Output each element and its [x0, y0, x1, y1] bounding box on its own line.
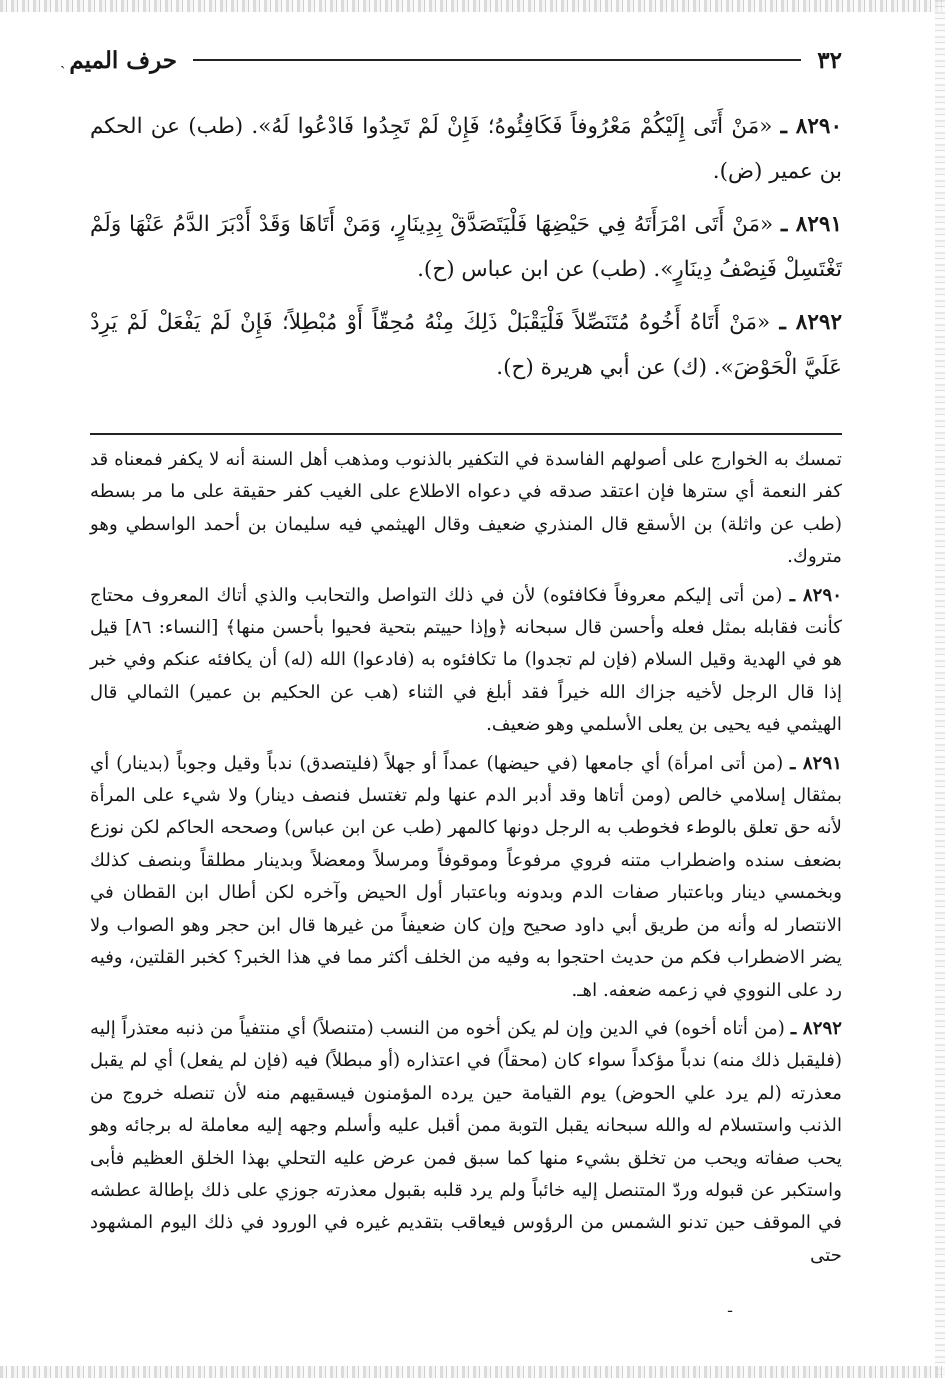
hadith-number: ٨٢٩٠ ـ [780, 114, 842, 139]
hadith-8292 [90, 301, 842, 390]
hadith-text-block [90, 105, 842, 399]
hadith-text: «مَنْ أَتَى إِلَيْكُمْ مَعْرُوفاً فَكَافِئُوهُ؛ فَإِنْ لَمْ تَجِدُوا فَادْعُوا لَهُ». (طب) عن الحكم بن عمير (ض). [90, 114, 842, 184]
hadith-number: ٨٢٩٢ ـ [779, 310, 842, 335]
header-mark: ˏ [60, 50, 66, 69]
commentary-block [90, 444, 842, 1278]
commentary-continuation [90, 444, 842, 574]
hadith-number: ٨٢٩١ ـ [781, 212, 842, 237]
commentary-separator [90, 433, 842, 435]
hadith-8290 [90, 105, 842, 194]
scan-edge-right [935, 0, 945, 1378]
header-rule [193, 59, 801, 61]
page-number: ٣٢ [817, 46, 842, 74]
commentary-text: تمسك به الخوارج على أصولهم الفاسدة في التكفير بالذنوب ومذهب أهل السنة أنه لا يكفر فمعناه قد كفر النعمة أي سترها فإن اعتقد صدقه في دعواه الاطلاع على الغيب كفر حقيقة على ما مر بسطه (طب عن واثلة) بن الأسقع قال المنذري ضعيف وقال الهيثمي فيه سليمان بن أحمد الواسطي وهو متروك. [90, 449, 842, 568]
commentary-text: (من أتى إليكم معروفاً فكافئوه) لأن في ذلك التواصل والتحابب والذي أتاك المعروف محتاج كأنت فقابله بمثل فعله وأحسن قال سبحانه ﴿وإذا حييتم بتحية فحيوا بأحسن منها﴾ [النساء: ٨٦] قيل هو في الهدية وقيل السلام (فإن لم تجدوا) ما تكافئوه به (فادعوا) الله (له) أن يكافئه عنكم وفي خبر إذا قال الرجل لأخيه جزاك الله خيراً فقد أبلغ في الثناء (هب عن الحكيم بن عمير) الثمالي قال الهيثمي فيه يحيى بن يعلى الأسلمي وهو ضعيف. [90, 584, 842, 736]
hadith-text: «مَنْ أَتَى امْرَأَتَهُ فِي حَيْضِهَا فَلْيَتَصَدَّقْ بِدِينَارٍ، وَمَنْ أَتَاهَا وَقَدْ أَدْبَرَ الدَّمُ عَنْهَا وَلَمْ تَغْتَسِلْ فَنِصْفُ دِينَارٍ». (طب) عن ابن عباس (ح). [90, 212, 842, 282]
commentary-text: (من أتى امرأة) أي جامعها (في حيضها) عمداً أو جهلاً (فليتصدق) ندباً وقيل وجوباً (بدينار) أي بمثقال إسلامي خالص (ومن أتاها وقد أدبر الدم عنها ولم تغتسل فنصف دينار) ولا شيء على المرأة لأنه حق تعلق بالوطء فخوطب به الرجل دونها كالمهر (طب عن ابن عباس) وصححه الحاكم لكن نوزع بضعف سنده واضطراب متنه فروي مرفوعاً وموقوفاً ومرسلاً ومعضلاً وبدينار مطلقاً وبنصف كذلك وبخمسي دينار وباعتبار صفات الدم وبدونه وباعتبار أول الحيض وآخره لكن أطال ابن القطان في الانتصار له وأنه من طريق أبي داود صحيح وإن كان ضعيفاً من غيرها قال ابن حجر وهو الصواب ولا يضر الاضطراب فكم من حديث احتجوا به وفيه من الخلف أكثر مما في هذا الخبر؟ كخبر القلتين، وفيه رد على النووي في زعمه ضعفه. اهـ. [90, 752, 842, 1001]
commentary-number: ٨٢٩٢ ـ [790, 1017, 842, 1039]
hadith-text: «مَنْ أَتَاهُ أَخُوهُ مُتَنَصِّلاً فَلْيَقْبَلْ ذَلِكَ مِنْهُ مُحِقّاً أَوْ مُبْطِلاً؛ فَإِنْ لَمْ يَفْعَلْ لَمْ يَرِدْ عَلَيَّ الْحَوْضَ». (ك) عن أبي هريرة (ح). [90, 310, 842, 380]
commentary-8292 [90, 1013, 842, 1272]
commentary-8290 [90, 580, 842, 742]
chapter-title: حرف الميم [69, 46, 178, 74]
commentary-number: ٨٢٩٠ ـ [789, 584, 842, 606]
page-header [60, 40, 842, 80]
commentary-8291 [90, 748, 842, 1007]
page-end-mark: ـ [728, 1300, 733, 1316]
scan-edge-top [0, 0, 945, 12]
commentary-text: (من أتاه أخوه) في الدين وإن لم يكن أخوه من النسب (متنصلاً) أي منتفياً من ذنبه معتذراً إليه (فليقبل ذلك منه) ندباً مؤكداً سواء كان (محقاً) في اعتذاره (أو مبطلاً) فيه (فإن لم يفعل) أي لم يقبل معذرته (لم يرد علي الحوض) يوم القيامة حين يرده المؤمنون فيسقيهم منه لأن تنصله خروج من الذنب واستسلام له والله سبحانه يقبل التوبة ممن أقبل عليه وأسلم وجهه إليه معاملة له برجائه وهو يحب صفاته ويحب من تخلق بشيء منها كما سبق فمن عرض عليه التحلي بهذا الخلق العظيم فأبى واستكبر عن قبوله وردّ المتنصل إليه خائباً ولم يرد قلبه بقبول معذرته جوزي على ذلك بإطالة عطشه في الموقف حين تدنو الشمس من الرؤوس فيعاقب بتقديم غيره في الورود في ذلك اليوم المشهود حتى [90, 1017, 842, 1266]
commentary-number: ٨٢٩١ ـ [790, 752, 842, 774]
scan-edge-bottom [0, 1366, 945, 1378]
hadith-8291 [90, 203, 842, 292]
